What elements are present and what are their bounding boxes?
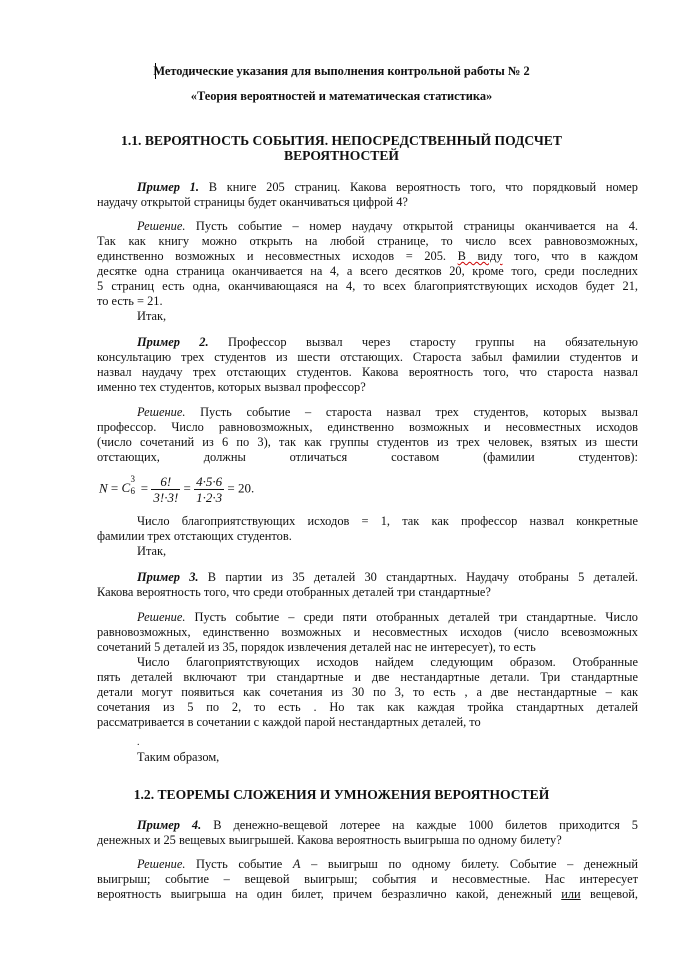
solution-2-label: Решение. bbox=[137, 405, 186, 419]
solution-4-line-3: вероятность выигрыша на один билет, причем безразлично какой, денежный или вещевой, bbox=[97, 887, 638, 901]
solution-1-line-2: Так как книгу можно открыть на любой странице, то число всех равновозможных, bbox=[97, 234, 638, 248]
formula-c: C bbox=[121, 480, 131, 496]
combination-formula: N = C 3 6 = $\frac{6!}{3!\cdot 3!}$ = $\frac{4\cdot 5\cdot 6}{1\cdot 2\cdot 3}$ = 20. bbox=[99, 474, 255, 505]
event-variable: A bbox=[292, 857, 301, 871]
solution-2-line-2: профессор. Число равновозможных, единственно возможных и несовместных исходов bbox=[97, 420, 638, 434]
formula-lhs: N bbox=[99, 480, 108, 496]
formula-result: = 20. bbox=[227, 480, 255, 496]
solution-3-line-7: сочетания из 5 по 2, то есть . Но так как каждая тройка стандартных деталей bbox=[97, 700, 638, 714]
solution-3-line-8: рассматривается в сочетании с каждой парой нестандартных деталей, то bbox=[97, 715, 481, 729]
section-heading-2: 1.2. ТЕОРЕМЫ СЛОЖЕНИЯ И УМНОЖЕНИЯ ВЕРОЯТНОСТЕЙ bbox=[133, 787, 550, 802]
example-2-line-2: консультацию трех студентов из шести отстающих. Староста забыл фамилии студентов и bbox=[97, 350, 638, 364]
solution-1-line-3: единственно возможных и несовместных исходов = 205. В виду того, что в каждом bbox=[97, 249, 638, 263]
solution-3-conclusion: Таким образом, bbox=[137, 750, 220, 764]
example-2-line-4: именно тех студентов, которых вызвал профессор? bbox=[97, 380, 366, 394]
solution-2-line-3: (число сочетаний из 6 по 3), так как группы студентов из трех человек, взятых из шести bbox=[97, 435, 638, 449]
solution-2-line-4: отстающих, должны отличаться составом (фамилии студентов): bbox=[97, 450, 638, 464]
solution-3-line-2: равновозможных, единственно возможных и несовместных исходов (число всевозможных bbox=[97, 625, 638, 639]
solution-2-line-5: Число благоприятствующих исходов = 1, так как профессор назвал конкретные bbox=[137, 514, 638, 528]
solution-2-conclusion: Итак, bbox=[137, 544, 167, 558]
solution-4-line-1: Решение. Пусть событие A – выигрыш по одному билету. Событие – денежный bbox=[137, 857, 639, 871]
formula-c-sup: 3 bbox=[130, 474, 136, 485]
example-1-line-2: наудачу открытой страницы будет оканчиваться цифрой 4? bbox=[97, 195, 408, 209]
example-3-label: Пример 3. bbox=[137, 570, 199, 584]
example-2-line-1: Пример 2. Профессор вызвал через старосту группы на обязательную bbox=[137, 335, 638, 349]
solution-3-line-1: Решение. Пусть событие – среди пяти отобранных деталей три стандартные. Число bbox=[137, 610, 638, 624]
solution-3-line-5: пять деталей включают три стандартные и две нестандартные детали. Три стандартные bbox=[97, 670, 638, 684]
example-3-line-1: Пример 3. В партии из 35 деталей 30 стандартных. Наудачу отобраны 5 деталей. bbox=[137, 570, 638, 584]
solution-1-line-6: то есть = 21. bbox=[97, 294, 163, 308]
formula-fraction-1: $\frac{6!}{3!\cdot 3!}$ bbox=[153, 474, 179, 505]
spellcheck-word: В виду bbox=[457, 249, 503, 263]
solution-2-line-1: Решение. Пусть событие – староста назвал трех студентов, которых вызвал bbox=[137, 405, 638, 419]
formula-fraction-2: $\frac{4\cdot 5\cdot 6}{1\cdot 2\cdot 3}$ bbox=[196, 474, 223, 505]
solution-3-label: Решение. bbox=[137, 610, 186, 624]
solution-1-line-4: десятке одна страница оканчивается на 4, а всего десятков 20, кроме того, среди последних bbox=[97, 264, 638, 278]
example-2-line-3: назвал наудачу трех отстающих студентов. Какова вероятность того, что староста назвал bbox=[97, 365, 638, 379]
example-1-label: Пример 1. bbox=[137, 180, 199, 194]
solution-4-label: Решение. bbox=[137, 857, 186, 871]
section-heading-1-line-2: ВЕРОЯТНОСТЕЙ bbox=[284, 148, 399, 163]
example-2-label: Пример 2. bbox=[137, 335, 209, 349]
solution-3-line-4: Число благоприятствующих исходов найдем следующим образом. Отобранные bbox=[137, 655, 638, 669]
solution-3-line-6: детали могут появиться как сочетания из 30 по 3, то есть , а две нестандартные – как bbox=[97, 685, 638, 699]
solution-3-line-3: сочетаний 5 деталей из 35, порядок извлечения деталей нас не интересует), то есть bbox=[97, 640, 536, 654]
solution-4-line-2: выигрыш; событие – вещевой выигрыш; события и несовместные. Нас интересует bbox=[97, 872, 638, 886]
document-title: Методические указания для выполнения контрольной работы № 2 bbox=[153, 64, 530, 78]
formula-c-sub: 6 bbox=[130, 486, 136, 497]
solution-1-line-1: Решение. Пусть событие – номер наудачу открытой страницы оканчивается на 4. bbox=[137, 219, 638, 233]
solution-1-conclusion: Итак, bbox=[137, 309, 167, 323]
solution-2-line-6: фамилии трех отстающих студентов. bbox=[97, 529, 292, 543]
solution-1-line-5: 5 страниц есть одна, оканчивающаяся на 4, то всех благоприятствующих исходов будет 21, bbox=[97, 279, 638, 293]
example-3-line-2: Какова вероятность того, что среди отобранных деталей три стандартные? bbox=[97, 585, 491, 599]
example-1-line-1: Пример 1. В книге 205 страниц. Какова вероятность того, что порядковый номер bbox=[137, 180, 638, 194]
section-heading-1-line-1: 1.1. ВЕРОЯТНОСТЬ СОБЫТИЯ. НЕПОСРЕДСТВЕННЫЙ ПОДСЧЕТ bbox=[121, 133, 562, 148]
document-subtitle: «Теория вероятностей и математическая статистика» bbox=[190, 89, 493, 103]
example-4-line-2: денежных и 25 вещевых выигрышей. Какова вероятность выигрыша по одному билету? bbox=[97, 833, 562, 847]
solution-1-label: Решение. bbox=[137, 219, 186, 233]
grammar-check-word: или bbox=[561, 887, 581, 901]
example-4-label: Пример 4. bbox=[137, 818, 202, 832]
formula-placeholder-dot: . bbox=[137, 737, 140, 748]
example-4-line-1: Пример 4. В денежно-вещевой лотерее на каждые 1000 билетов приходится 5 bbox=[137, 818, 638, 832]
